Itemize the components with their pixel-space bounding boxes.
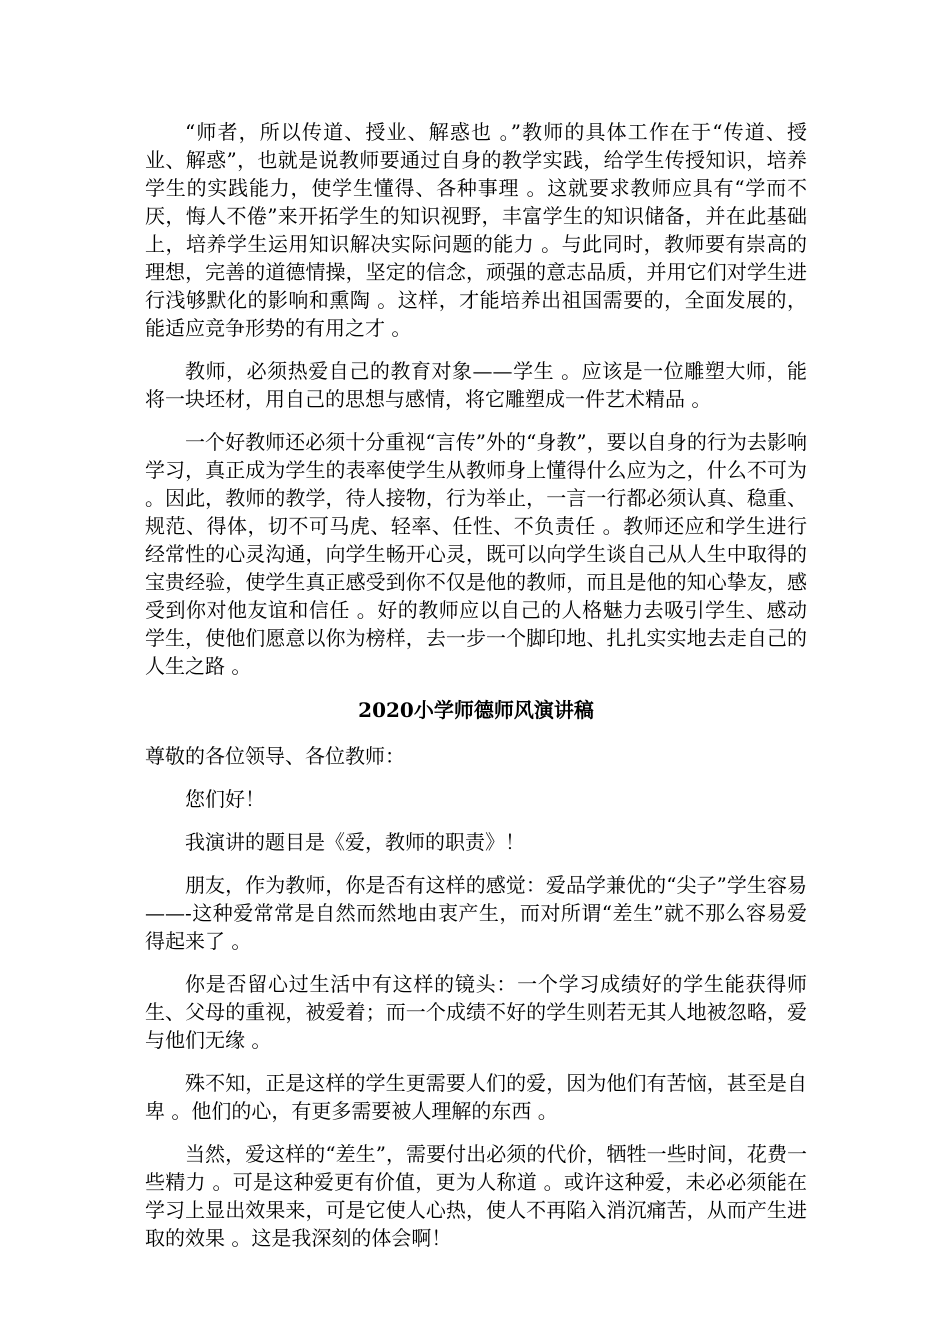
paragraph: 一个好教师还必须十分重视“言传”外的“身教”，要以自身的行为去影响学习，真正成为学生的表率使学生从教师身上懂得什么应为之，什么不可为 。因此，教师的教学，待人接物，行为举止，一言一行都必须认真、稳重、规范、得体，切不可马虎、轻率、任性、不负责任 。教师还应和学生进行经常性的心灵沟通，向学生畅开心灵，既可以向学生谈自己从人生中取得的宝贵经验，使学生真正感受到你不仅是他的教师，而且是他的知心挚友，感受到你对他友谊和信任 。好的教师应以自己的人格魅力去吸引学生、感动学生，使他们愿意以你为榜样，去一步一个脚印地、扎扎实实地去走自己的人生之路 。 (145, 430, 807, 678)
paragraph: 朋友，作为教师，你是否有这样的感觉：爱品学兼优的“尖子”学生容易——-这种爱常常是自然而然地由衷产生，而对所谓“差生”就不那么容易爱得起来了 。 (145, 873, 807, 953)
paragraph: “师者，所以传道、授业、解惑也 。”教师的具体工作在于“传道、授业、解惑”，也就是说教师要通过自身的教学实践，给学生传授知识，培养学生的实践能力，使学生懂得、各种事理 。这就要求教师应具有“学而不厌，悔人不倦”来开拓学生的知识视野，丰富学生的知识储备，并在此基础上，培养学生运用知识解决实际问题的能力 。与此同时，教师要有崇高的理想，完善的道德情操，坚定的信念，顽强的意志品质，并用它们对学生进行浅够默化的影响和熏陶 。这样，才能培养出祖国需要的，全面发展的，能适应竞争形势的有用之才 。 (145, 120, 807, 340)
section-heading: 2020小学师德师风演讲稿 (358, 698, 594, 722)
paragraph: 我演讲的题目是《爱，教师的职责》！ (185, 830, 525, 854)
document-page (145, 118, 807, 1252)
paragraph: 你是否留心过生活中有这样的镜头：一个学习成绩好的学生能获得师生、父母的重视，被爱着；而一个成绩不好的学生则若无其人地被忽略，爱与他们无缘 。 (145, 972, 807, 1052)
salutation: 尊敬的各位领导、各位教师： (145, 744, 405, 768)
paragraph: 当然，爱这样的“差生”，需要付出必须的代价，牺牲一些时间，花费一些精力 。可是这种爱更有价值，更为人称道 。或许这种爱，未必必须能在学习上显出效果来，可是它使人心热，使人不再陷入消沉痛苦，从而产生进取的效果 。这是我深刻的体会啊！ (145, 1142, 807, 1250)
paragraph: 教师，必须热爱自己的教育对象——学生 。应该是一位雕塑大师，能将一块坯材，用自己的思想与感情，将它雕塑成一件艺术精品 。 (145, 359, 807, 411)
paragraph: 您们好！ (185, 787, 265, 811)
paragraph: 殊不知，正是这样的学生更需要人们的爱，因为他们有苦恼，甚至是自卑 。他们的心，有更多需要被人理解的东西 。 (145, 1071, 807, 1123)
